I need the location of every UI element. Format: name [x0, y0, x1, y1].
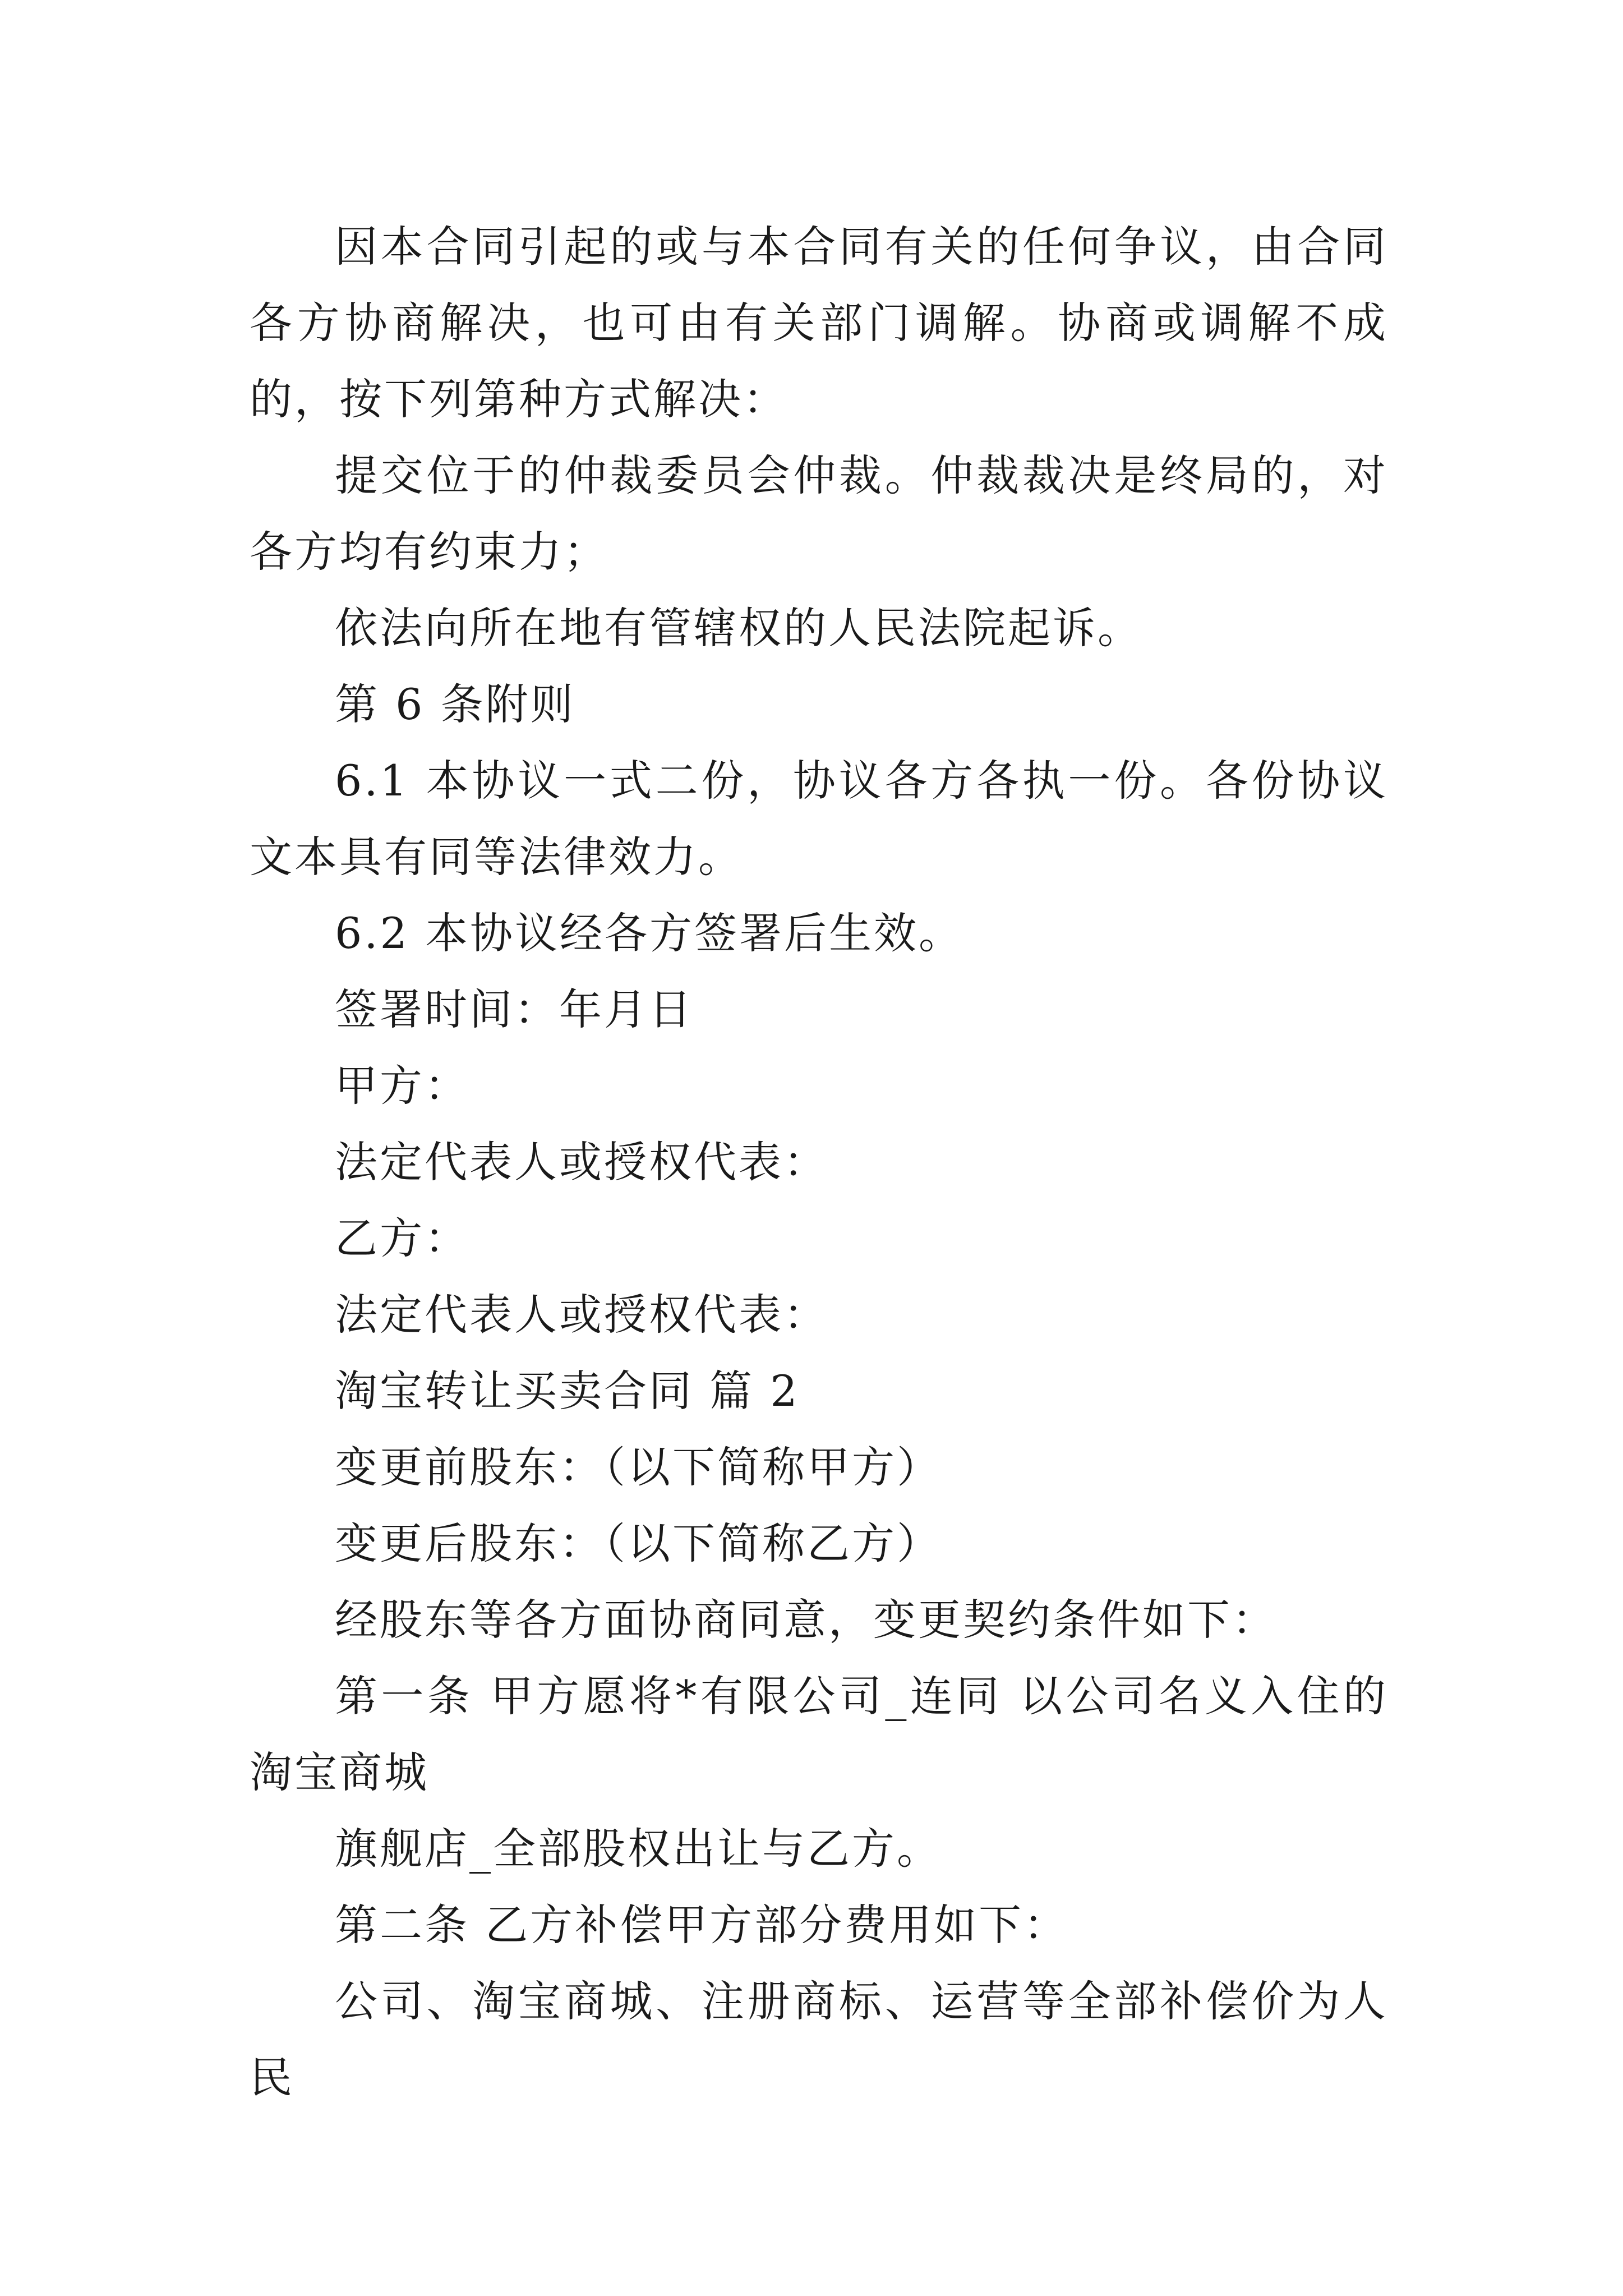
former-shareholder-line: 变更前股东：（以下简称甲方） — [335, 1442, 942, 1492]
paragraph-arbitration: 提交位于的仲裁委员会仲裁。仲裁裁决是终局的，对各方均有约束力； — [250, 450, 1388, 577]
party-a-line: 甲方： — [335, 1061, 469, 1111]
agreement-intro-line: 经股东等各方面协商同意，变更契约条件如下： — [335, 1595, 1277, 1645]
article-6-heading: 第 6 条附则 — [335, 679, 575, 729]
paragraph-dispute-resolution: 因本合同引起的或与本合同有关的任何争议，由合同各方协商解决，也可由有关部门调解。协商或调解不成的，按下列第种方式解决： — [250, 222, 1388, 424]
article-2: 第二条 乙方补偿甲方部分费用如下： — [335, 1900, 1069, 1950]
paragraph-6-1: 6.1 本协议一式二份，协议各方各执一份。各份协议文本具有同等法律效力。 — [250, 756, 1388, 882]
article-1-continued: 旗舰店_全部股权出让与乙方。 — [335, 1824, 942, 1874]
section-heading-part-2: 淘宝转让买卖合同 篇 2 — [335, 1366, 800, 1416]
party-b-representative-line: 法定代表人或授权代表： — [335, 1290, 828, 1340]
document-body — [250, 209, 1388, 2116]
paragraph-6-2: 6.2 本协议经各方签署后生效。 — [335, 908, 964, 958]
party-a-representative-line: 法定代表人或授权代表： — [335, 1137, 828, 1187]
paragraph-court: 依法向所在地有管辖权的人民法院起诉。 — [335, 603, 1142, 653]
new-shareholder-line: 变更后股东：（以下简称乙方） — [335, 1519, 942, 1568]
compensation-line: 公司、淘宝商城、注册商标、运营等全部补偿价为人民 — [250, 1976, 1388, 2102]
party-b-line: 乙方： — [335, 1213, 469, 1263]
article-1: 第一条 甲方愿将*有限公司_连同 以公司名义入住的淘宝商城 — [250, 1671, 1388, 1797]
signing-date-line: 签署时间：年月日 — [335, 984, 694, 1034]
